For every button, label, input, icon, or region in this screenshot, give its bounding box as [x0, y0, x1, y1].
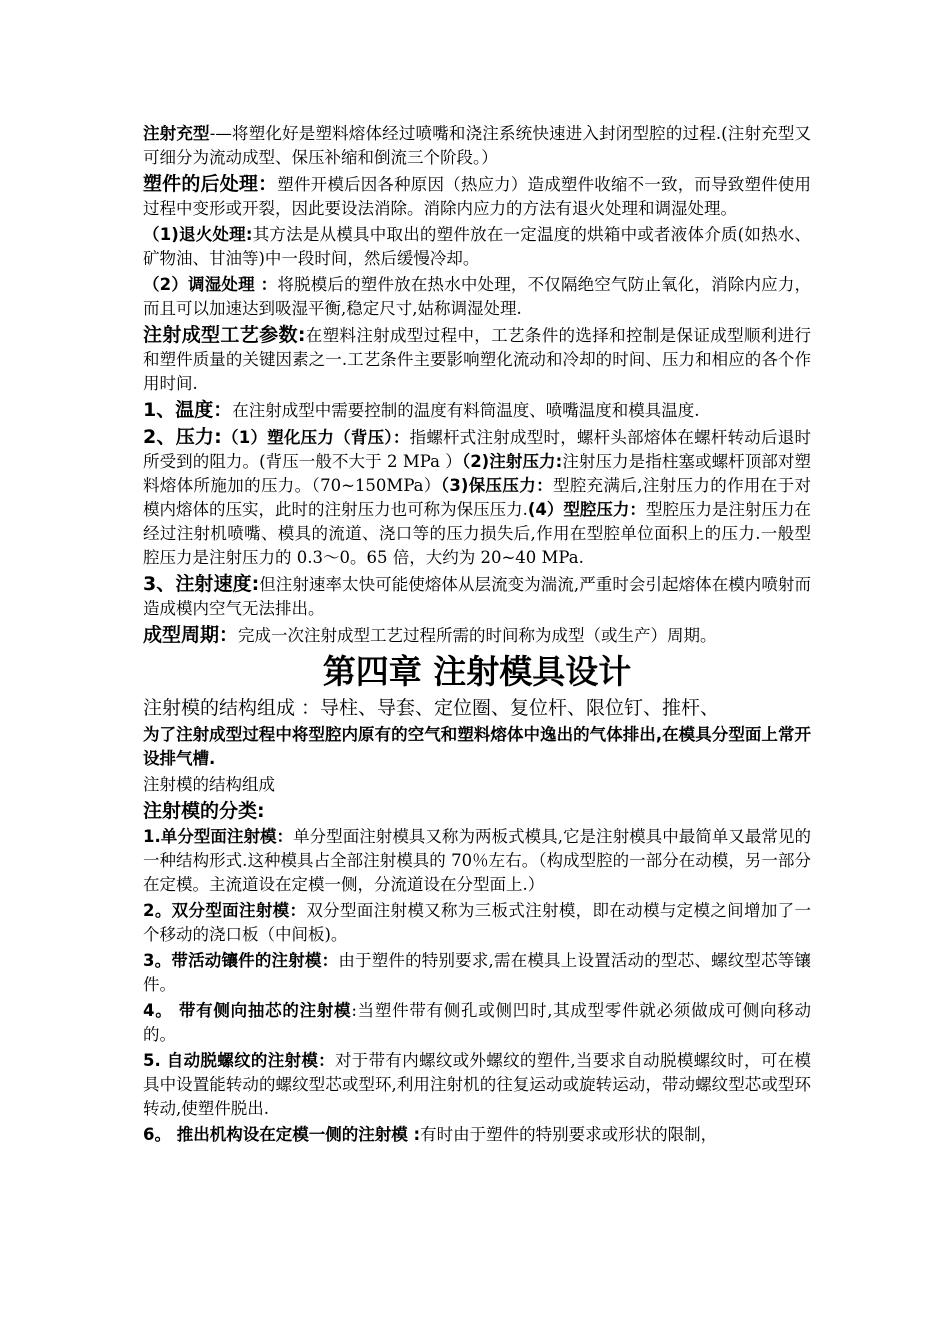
term-heading: 3。带活动镶件的注射模：	[143, 951, 339, 970]
section-heading-classification: 注射模的分类:	[143, 800, 265, 822]
term-heading: 注射模的结构组成 ：	[143, 697, 321, 719]
paragraph-text: 塑件开模后因各种原因（热应力）造成塑件收缩不一致，而导致塑件使用过程中变形或开裂，因此要设法消除。消除内应力的方法有退火处理和调湿处理。	[143, 175, 811, 218]
subterm-heading: （1）塑化压力（背压）：	[221, 428, 410, 447]
paragraph-auto-unscrewing	[143, 1049, 811, 1121]
paragraph-temperature	[143, 398, 811, 423]
paragraph-text: 完成一次注射成型工艺过程所需的时间称为成型（或生产）周期。	[238, 626, 717, 645]
paragraph-text: 指螺杆式注射成型时，螺杆头部熔体在螺杆转动后退时所受到的阻力。(背压一般不大于 2 MPa ）	[143, 428, 812, 471]
term-heading: 1、温度：	[143, 399, 233, 421]
paragraph-injection-speed	[143, 572, 811, 621]
paragraph-text: 在塑料注射成型过程中，工艺条件的选择和控制是保证成型顺利进行和塑件质量的关键因素之一.工艺条件主要影响塑化流动和冷却的时间、压力和相应的各个作用时间.	[143, 326, 811, 393]
paragraph-cycle-time	[143, 623, 811, 648]
subterm-heading: （3)保压压力：	[440, 476, 553, 495]
paragraph-injection-filling	[143, 122, 811, 170]
document-page	[143, 122, 811, 1149]
paragraph-venting: 为了注射成型过程中将型腔内原有的空气和塑料熔体中逸出的气体排出,在模具分型面上常开设排气槽.	[143, 725, 811, 768]
paragraph-text: 型腔压力是注射压力在经过注射机喷嘴、模具的流道、浇口等的压力损失后,作用在型腔单位面积上的压力.一般型腔压力是注射压力的 0.3～0。65 倍，大约为 20~40 MPa.	[143, 500, 811, 567]
term-heading: 注射成型工艺参数:	[143, 324, 306, 346]
paragraph-mold-structure	[143, 696, 811, 721]
paragraph-side-core	[143, 999, 811, 1047]
term-heading: 5. 自动脱螺纹的注射模：	[143, 1051, 335, 1070]
term-heading: 1.单分型面注射模：	[143, 827, 294, 846]
paragraph-process-parameters	[143, 323, 811, 396]
paragraph-single-parting	[143, 825, 811, 897]
paragraph-double-parting	[143, 899, 811, 947]
paragraph-text: 其方法是从模具中取出的塑件放在一定温度的烘箱中或者液体介质(如热水、矿物油、甘油等)中一段时间，然后缓慢冷却。	[143, 225, 812, 268]
paragraph-pressure	[143, 425, 811, 570]
paragraph-humidity-treatment	[143, 273, 811, 321]
paragraph-annealing	[143, 223, 811, 271]
subterm-heading: (4）型腔压力：	[527, 500, 646, 519]
paragraph-text: 注射压力是指柱塞或螺杆顶部对塑料熔体所施加的压力。（70~150MPa）	[143, 452, 811, 495]
paragraph-text: 由于塑件的特别要求,需在模具上设置活动的型芯、螺纹型芯等镶件。	[143, 951, 811, 994]
term-heading: 4。 带有侧向抽芯的注射模	[143, 1001, 352, 1020]
paragraph-text: 导柱、导套、定位圈、复位杆、限位钉、推杆、	[320, 697, 720, 719]
paragraph-text: 有时由于塑件的特别要求或形状的限制，	[420, 1125, 718, 1144]
paragraph-movable-insert	[143, 949, 811, 997]
paragraph-post-processing	[143, 172, 811, 221]
subterm-heading: （2)注射压力:	[461, 452, 563, 471]
term-heading: 2。双分型面注射模：	[143, 901, 307, 920]
chapter-title: 第四章 注射模具设计	[322, 652, 632, 691]
paragraph-text: 单分型面注射模具又称为两板式模具,它是注射模具中最简单又最常见的一种结构形式.这种模具占全部注射模具的 70％左右。（构成型腔的一部分在动模，另一部分在定模。主流道设在定模一侧，分流道设在分型面上.）	[143, 827, 812, 894]
term-heading: 2、压力:	[143, 426, 222, 448]
term-heading: 成型周期：	[143, 624, 239, 646]
term-heading: 3、注射速度:	[143, 573, 260, 595]
term-heading: 塑件的后处理：	[143, 173, 278, 195]
term-heading: 6。 推出机构设在定模一侧的注射模 :	[143, 1125, 421, 1144]
paragraph-ejector-fixed-side	[143, 1123, 811, 1147]
paragraph-text: -—将塑化好是塑料熔体经过喷嘴和浇注系统快速进入封闭型腔的过程.(注射充型又可细分为流动成型、保压补缩和倒流三个阶段。）	[143, 124, 811, 167]
term-heading: （2）调湿处理 ：	[143, 275, 278, 294]
term-heading: （1)退火处理:	[143, 225, 253, 244]
paragraph-text: 型腔充满后,注射压力的作用在于对模内熔体的压实，此时的注射压力也可称为保压压力.	[143, 476, 811, 519]
paragraph-text: 将脱模后的塑件放在热水中处理，不仅隔绝空气防止氧化，消除内应力，而且可以加速达到吸湿平衡,稳定尺寸,姑称调湿处理.	[143, 275, 812, 318]
paragraph-text: 对于带有内螺纹或外螺纹的塑件,当要求自动脱模螺纹时，可在模具中设置能转动的螺纹型芯或型环,利用注射机的往复运动或旋转运动，带动螺纹型芯或型环转动,使塑件脱出.	[143, 1051, 811, 1118]
paragraph-structure-heading: 注射模的结构组成	[143, 775, 275, 794]
paragraph-text: 但注射速率太快可能使熔体从层流变为湍流,严重时会引起熔体在模内喷射而造成模内空气无法排出。	[143, 575, 811, 618]
paragraph-text: 双分型面注射模又称为三板式注射模，即在动模与定模之间增加了一个移动的浇口板（中间板)。	[143, 901, 812, 944]
paragraph-text: :当塑件带有侧孔或侧凹时,其成型零件就必须做成可侧向移动的。	[143, 1001, 811, 1044]
term-heading: 注射充型	[143, 124, 210, 143]
paragraph-text: 在注射成型中需要控制的温度有料筒温度、喷嘴温度和模具温度.	[232, 401, 700, 420]
